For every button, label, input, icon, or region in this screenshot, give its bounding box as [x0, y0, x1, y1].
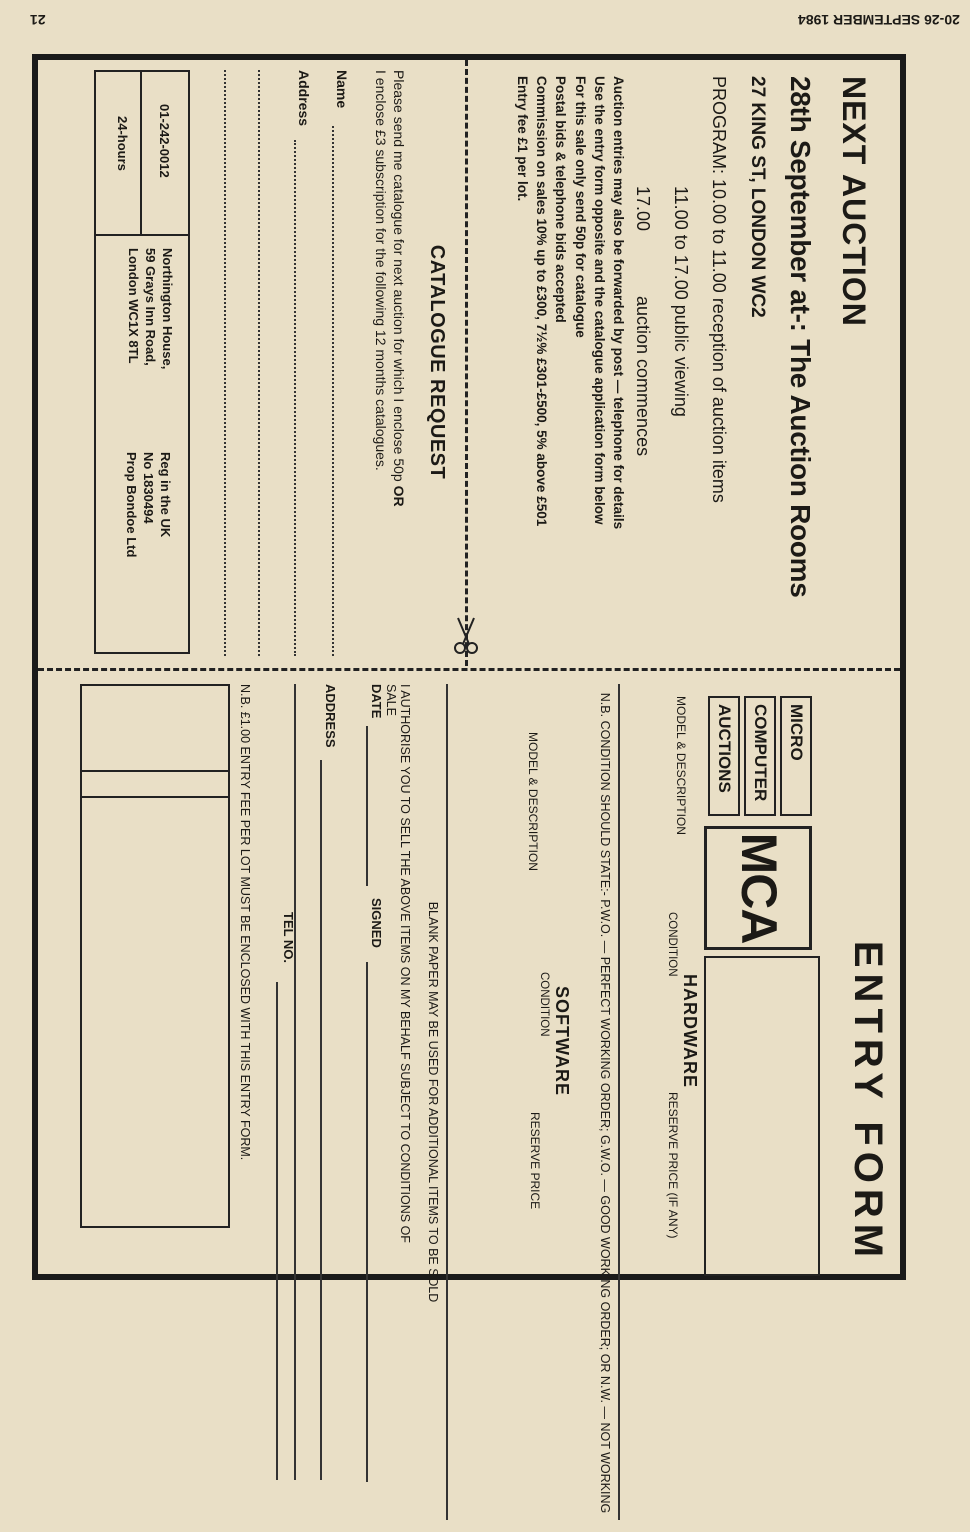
brand-box-auctions: AUCTIONS: [708, 696, 740, 816]
note-line: Postal bids & telephone bids accepted: [553, 76, 569, 323]
issue-date: 20-26 SEPTEMBER 1984: [798, 12, 960, 28]
signed-label: SIGNED: [369, 898, 384, 948]
brand-box-micro: MICRO: [780, 696, 812, 816]
address-line: 59 Grays Inn Road,: [143, 248, 158, 366]
note-line: Auction entries may also be forwarded by post — telephone for details: [611, 76, 626, 530]
program-time: 17.00: [633, 186, 653, 232]
address-dotted-line[interactable]: [224, 70, 226, 656]
note-line: Use the entry form opposite and the catalogue application form below: [591, 76, 607, 525]
mca-logo: MCA: [704, 826, 812, 950]
software-model-header: MODEL & DESCRIPTION: [526, 732, 540, 871]
program-row: [662, 76, 700, 503]
program-desc: reception of auction items: [709, 297, 729, 503]
hardware-model-header: MODEL & DESCRIPTION: [674, 696, 688, 835]
hardware-reserve-header: RESERVE PRICE (IF ANY): [666, 1092, 680, 1239]
address-field[interactable]: [292, 70, 312, 656]
program-time: 10.00 to 11.00: [709, 179, 729, 293]
date-line[interactable]: [366, 726, 368, 886]
contact-box: [94, 70, 190, 654]
hardware-condition-header: CONDITION: [666, 912, 678, 977]
request-text-or: OR: [391, 485, 407, 507]
entry-fee-note: N.B. £1.00 ENTRY FEE PER LOT MUST BE ENCLOSED WITH THIS ENTRY FORM.: [238, 684, 252, 1161]
catalogue-request-text: [372, 70, 408, 660]
request-text-end: I enclose £3 subscription for the following 12 months catalogues.: [373, 70, 389, 471]
cut-line-vertical: [465, 60, 468, 666]
auction-notes: [513, 76, 628, 656]
condition-note: N.B. CONDITION SHOULD STATE:- P.W.O. — PERFECT WORKING ORDER; G.W.O. — GOOD WORKING ORDER; OR N.W. — NOT WORKING: [598, 692, 612, 1514]
address-label: Address: [296, 70, 312, 127]
form-stamp-box: [704, 956, 820, 1276]
address-label: ADDRESS: [323, 684, 338, 748]
company-address: [125, 248, 176, 369]
note-line: Commission on sales 10% up to £300, 7½% £301-£500, 5% above £501: [534, 76, 550, 527]
name-field[interactable]: [330, 70, 350, 656]
reg-line: Reg in the UK: [158, 452, 173, 538]
divider: [82, 770, 228, 772]
address-line[interactable]: [320, 760, 322, 1480]
page-header: [0, 0, 970, 44]
catalogue-request-panel: [40, 60, 464, 664]
name-dotted-line: [332, 126, 334, 656]
auction-program: [624, 76, 738, 503]
address-dotted-line: [294, 140, 296, 656]
program-row: [700, 76, 738, 503]
date-label: DATE: [369, 684, 384, 719]
note-line: For this sale only send 50p for catalogue: [572, 76, 588, 338]
software-reserve-header: RESERVE PRICE: [528, 1112, 542, 1210]
company-registration: [123, 452, 174, 557]
divider: [140, 72, 142, 234]
software-entry-line[interactable]: [446, 684, 448, 1520]
address-line: Northington House,: [160, 248, 175, 370]
entry-form-panel: [40, 672, 900, 1514]
note-line: Entry fee £1 per lot.: [514, 76, 530, 202]
entry-form-title: ENTRY FORM: [846, 940, 890, 1264]
address-line: London WC1X 8TL: [126, 248, 141, 364]
divider: [82, 796, 228, 798]
tel-line[interactable]: [276, 982, 278, 1480]
program-label: PROGRAM:: [709, 76, 729, 175]
blank-paper-note: BLANK PAPER MAY BE USED FOR ADDITIONAL ITEMS TO BE SOLD: [426, 901, 440, 1303]
software-heading: SOFTWARE: [552, 986, 572, 1096]
tel-label: TEL NO.: [281, 912, 296, 964]
hardware-entry-line[interactable]: [618, 684, 620, 1520]
brand-box-computer: COMPUTER: [744, 696, 776, 816]
auction-date-line: 28th September at-: The Auction Rooms: [785, 76, 816, 598]
next-auction-title: NEXT AUCTION: [836, 76, 872, 327]
signature-line[interactable]: [366, 962, 368, 1482]
address-dotted-line[interactable]: [258, 70, 260, 656]
catalogue-request-title: CATALOGUE REQUEST: [426, 244, 448, 480]
authorisation-text: I AUTHORISE YOU TO SELL THE ABOVE ITEMS ON MY BEHALF SUBJECT TO CONDITIONS OF SALE: [384, 684, 412, 1243]
program-row: [624, 76, 662, 503]
reg-line: No 1830494: [141, 452, 156, 524]
auction-address: 27 KING ST, LONDON WC2: [747, 76, 768, 318]
phone-hours: 24-hours: [115, 116, 130, 171]
next-auction-panel: [470, 60, 900, 664]
software-condition-header: CONDITION: [538, 972, 550, 1037]
phone-number: 01-242-0012: [157, 104, 172, 178]
page-number: 21: [30, 12, 46, 28]
divider: [96, 234, 188, 236]
program-time: 11.00 to 17.00: [671, 186, 691, 300]
name-label: Name: [334, 70, 350, 109]
office-use-box: [80, 684, 230, 1228]
address-line[interactable]: [294, 684, 296, 1480]
program-desc: public viewing: [671, 304, 691, 417]
cut-line-horizontal: [38, 668, 900, 671]
reg-line: Prop Bondoe Ltd: [124, 452, 139, 558]
program-desc: auction commences: [633, 296, 653, 457]
request-text-start: Please send me catalogue for next auction for which I enclose 50p: [391, 70, 407, 482]
hardware-heading: HARDWARE: [680, 974, 700, 1088]
